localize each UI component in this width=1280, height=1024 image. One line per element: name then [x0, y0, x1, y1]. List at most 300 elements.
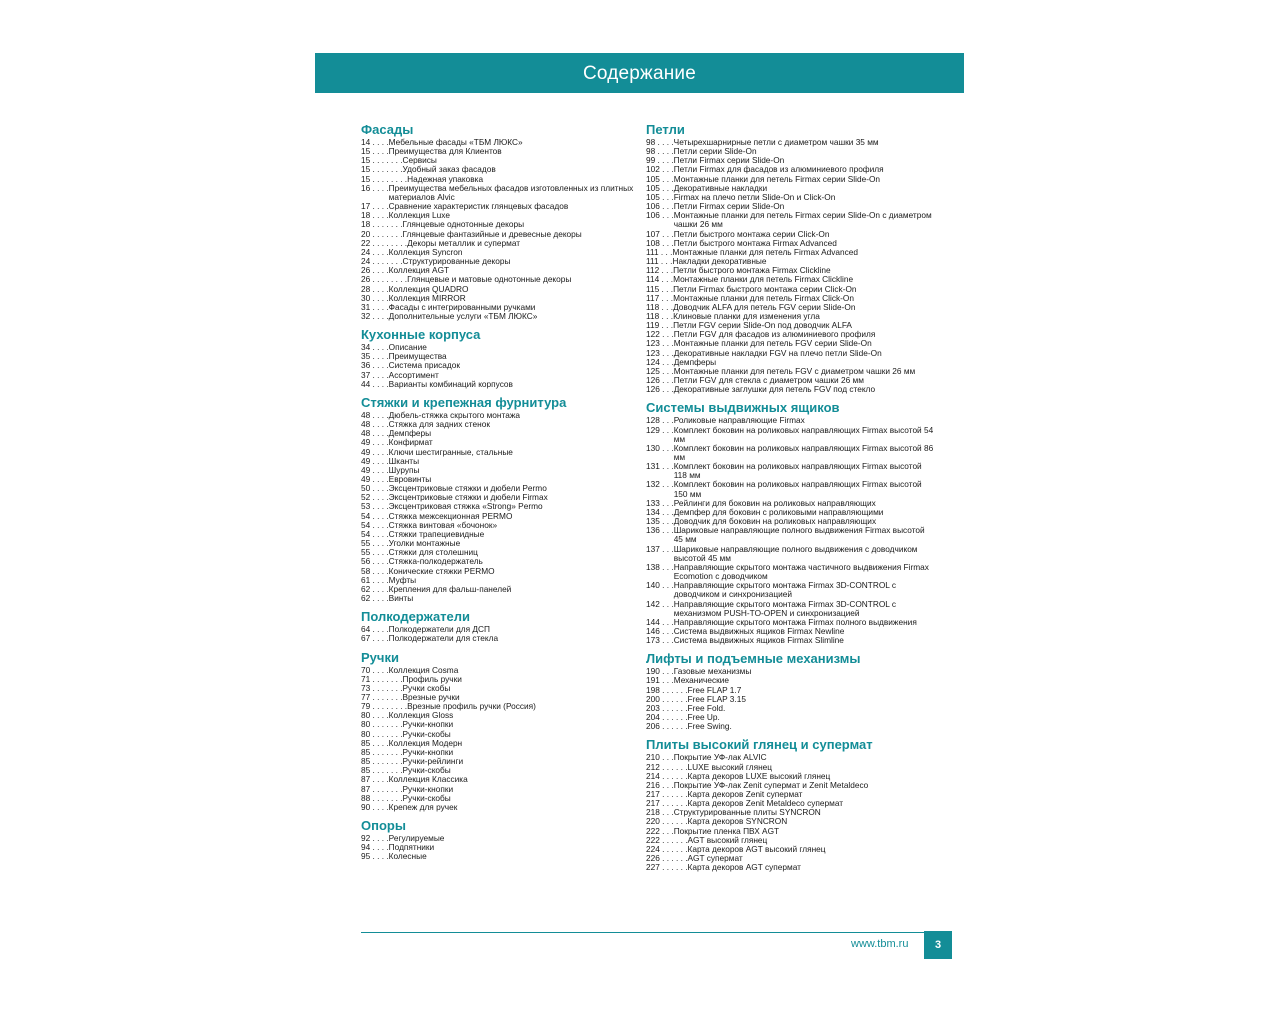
toc-entry-page: 105 . . . [646, 191, 674, 202]
toc-entry-label: Накладки декоративные [672, 256, 767, 267]
toc-entry-page: 204 . . . . . . [646, 712, 688, 723]
toc-entry-label: Декоративные заглушки для петель FGV под стекло [673, 384, 876, 395]
toc-entry-label: Карта декоров SYNCRON [687, 816, 788, 827]
toc-entry-label: Шариковые направляющие полного выдвижения Firmax высотой 45 мм [673, 525, 925, 545]
toc-entry[interactable] [646, 426, 936, 444]
toc-entry-label: Ручки-кнопки [402, 783, 454, 794]
toc-entry-label: Комплект боковин на роликовых направляющих Firmax высотой 150 мм [673, 479, 922, 499]
toc-entry-label: Врезные профиль ручки (Россия) [407, 701, 536, 712]
toc-entry[interactable] [646, 636, 936, 645]
toc-entry-label: Описание [388, 342, 427, 353]
toc-entry-label: Петли Firmax для фасадов из алюминиевого профиля [673, 164, 884, 175]
toc-entry-label: Ручки-скобы [402, 728, 451, 739]
toc-entry-page: 34 . . . . [361, 342, 389, 353]
toc-entry-page: 131 . . . [646, 461, 674, 472]
toc-entry-page: 24 . . . . [361, 246, 389, 257]
toc-entry-page: 206 . . . . . . [646, 721, 688, 732]
toc-section [646, 738, 936, 872]
toc-entry-page: 190 . . . [646, 666, 674, 677]
toc-entry-label: Полкодержатели для стекла [388, 633, 499, 644]
toc-entry-label: Система присадок [388, 360, 460, 371]
toc-entry-page: 118 . . . [646, 310, 674, 321]
toc-entry-label: Коллекция AGT [388, 265, 450, 276]
toc-entry-label: Петли быстрого монтажа Firmax Clickline [673, 265, 831, 276]
toc-entry-label: Система выдвижных ящиков Firmax Slimline [673, 635, 844, 646]
section-title: Системы выдвижных ящиков [646, 400, 840, 416]
toc-entry-page: 226 . . . . . . [646, 853, 688, 864]
toc-entry-page: 126 . . . [646, 375, 674, 386]
toc-entry-page: 138 . . . [646, 561, 674, 572]
toc-entry-page: 94 . . . . [361, 842, 389, 853]
toc-entry-label: Петли Firmax серии Slide-On [673, 155, 785, 166]
toc-entry-page: 54 . . . . [361, 528, 389, 539]
toc-entry-page: 85 . . . . . . . [361, 765, 403, 776]
toc-entry[interactable] [646, 385, 936, 394]
toc-entry-label: Петли быстрого монтажа Firmax Advanced [673, 237, 837, 248]
toc-entry-page: 128 . . . [646, 415, 674, 426]
toc-entry-label: LUXE высокий глянец [687, 761, 773, 772]
toc-section [361, 651, 651, 813]
toc-entry-page: 48 . . . . [361, 409, 389, 420]
toc-entry-label: Стяжка-полкодержатель [388, 556, 483, 567]
toc-entry-label: Карта декоров AGT супермат [687, 862, 801, 873]
toc-entry[interactable] [361, 852, 651, 861]
toc-entry-label: Стяжки трапециевидные [388, 528, 485, 539]
toc-entry-label: Надежная упаковка [407, 173, 484, 184]
toc-entry-label: Петли быстрого монтажа серии Click-On [673, 228, 830, 239]
toc-entry-label: Регулируемые [388, 833, 445, 843]
toc-section [361, 819, 651, 861]
toc-entry-label: Монтажные планки для петель Firmax серии Slide-On [673, 173, 881, 184]
toc-entry-label: Стяжка для задних стенок [388, 419, 490, 430]
toc-entry-label: Конические стяжки PERMO [388, 565, 495, 576]
toc-entry-label: Шурупы [388, 464, 420, 475]
toc-entry[interactable] [646, 211, 936, 229]
header-band [315, 53, 964, 93]
toc-entry-page: 90 . . . . [361, 801, 389, 812]
toc-entry-page: 15 . . . . [361, 146, 389, 157]
toc-entry-page: 132 . . . [646, 479, 674, 490]
toc-entry-page: 217 . . . . . . [646, 789, 688, 799]
toc-entry-label: Карта декоров AGT высокий глянец [687, 843, 826, 854]
toc-entry-label: Покрытие УФ-лак Zenit супермат и Zenit Metaldeco [673, 779, 869, 790]
toc-entry-label: Ручки-рейлинги [402, 756, 464, 767]
toc-entry-page: 64 . . . . [361, 624, 389, 635]
toc-entry[interactable] [361, 594, 651, 603]
toc-entry[interactable] [361, 634, 651, 643]
toc-entry-label: Покрытие УФ-лак ALVIC [673, 752, 767, 763]
toc-entry-label: Дополнительные услуги «ТБМ ЛЮКС» [388, 310, 538, 321]
toc-entry-page: 134 . . . [646, 506, 674, 517]
toc-entry-label: Free Up. [687, 712, 720, 723]
toc-entry-label: Ключи шестигранные, стальные [388, 446, 513, 457]
toc-entry-page: 48 . . . . [361, 428, 389, 439]
section-title: Полкодержатели [361, 609, 471, 625]
toc-entry-page: 198 . . . . . . [646, 684, 688, 695]
toc-entry-label: Глянцевые фантазийные и древесные декоры [402, 228, 582, 239]
toc-entry[interactable] [361, 312, 651, 321]
toc-entry-label: Эксцентриковая стяжка «Strong» Permo [388, 501, 543, 512]
toc-section [361, 328, 651, 389]
toc-entry-label: Сервисы [402, 155, 437, 166]
toc-entry-label: Ассортимент [388, 369, 439, 380]
toc-entry-label: Ручки-кнопки [402, 746, 454, 757]
page-number: 3 [924, 931, 952, 959]
toc-entry-label: Карта декоров Zenit супермат [687, 789, 803, 799]
toc-entry-page: 24 . . . . . . . [361, 256, 403, 267]
toc-entry-page: 124 . . . [646, 356, 674, 367]
toc-entry-label: Механические [673, 675, 729, 686]
toc-entry-page: 28 . . . . [361, 283, 389, 294]
toc-entry-page: 140 . . . [646, 580, 674, 591]
toc-entry-label: Муфты [388, 574, 417, 585]
toc-entry-page: 17 . . . . [361, 201, 389, 212]
toc-entry-label: Демпфер для боковин с роликовыми направляющими [673, 506, 884, 517]
toc-entry-page: 58 . . . . [361, 565, 389, 576]
toc-entry-page: 111 . . . [646, 246, 673, 257]
toc-entry[interactable] [361, 380, 651, 389]
toc-left-column [361, 123, 651, 868]
toc-entry-label: Карта декоров Zenit Metaldeco супермат [687, 798, 844, 809]
toc-entry-label: Петли серии Slide-On [673, 146, 757, 157]
toc-entry-page: 36 . . . . [361, 360, 389, 371]
toc-entry-page: 107 . . . [646, 228, 674, 239]
toc-entry-page: 136 . . . [646, 525, 674, 536]
toc-entry-page: 26 . . . . . . . . [361, 274, 408, 285]
toc-entry-label: Коллекция Luxe [388, 210, 451, 221]
toc-entry-label: Преимущества мебельных фасадов изготовленных из плитных материалов Alvic [388, 182, 634, 202]
toc-entry-label: Монтажные планки для петель Firmax серии Slide-On с диаметром чашки 26 мм [673, 210, 932, 230]
toc-entry-label: Удобный заказ фасадов [402, 164, 496, 175]
toc-entry-label: Варианты комбинаций корпусов [388, 378, 513, 389]
toc-entry-page: 122 . . . [646, 329, 674, 340]
toc-entry-label: Доводчик для боковин на роликовых направляющих [673, 516, 877, 527]
toc-entry-label: Декоративные накладки FGV на плечо петли Slide-On [673, 347, 882, 358]
toc-entry-page: 125 . . . [646, 365, 674, 376]
toc-entry-label: Монтажные планки для петель Firmax Clickline [673, 274, 854, 285]
toc-entry[interactable] [646, 563, 936, 581]
toc-entry-page: 115 . . . [646, 283, 674, 294]
toc-entry-page: 26 . . . . [361, 265, 389, 276]
toc-entry[interactable] [646, 462, 936, 480]
toc-entry-page: 49 . . . . [361, 464, 389, 475]
toc-entry-page: 20 . . . . . . . [361, 228, 403, 239]
toc-entry-label: Шариковые направляющие полного выдвижения с доводчиком высотой 45 мм [673, 543, 918, 563]
toc-entry-page: 15 . . . . . . . . [361, 173, 408, 184]
toc-entry[interactable] [646, 600, 936, 618]
section-title: Кухонные корпуса [361, 327, 481, 343]
toc-entry-page: 37 . . . . [361, 369, 389, 380]
toc-entry-page: 31 . . . . [361, 301, 389, 312]
section-title: Стяжки и крепежная фурнитура [361, 394, 567, 410]
toc-entry-label: Петли FGV серии Slide-On под доводчик ALFA [673, 320, 852, 331]
toc-entry-label: Колесные [388, 851, 427, 862]
toc-entry-label: Направляющие скрытого монтажа Firmax 3D-CONTROL с механизмом PUSH-TO-OPEN и синхронизацией [673, 598, 897, 618]
toc-entry-page: 142 . . . [646, 598, 674, 609]
toc-entry-page: 48 . . . . [361, 419, 389, 430]
toc-right-column [646, 123, 936, 879]
toc-entry-page: 56 . . . . [361, 556, 389, 567]
toc-entry-page: 54 . . . . [361, 519, 389, 530]
toc-entry-label: Шканты [388, 455, 420, 466]
toc-entry-label: Ручки-скобы [402, 792, 451, 803]
toc-entry-page: 49 . . . . [361, 437, 389, 448]
toc-entry-label: Free Swing. [687, 721, 732, 732]
toc-entry-label: Эксцентриковые стяжки и дюбели Firmax [388, 492, 548, 503]
toc-entry-page: 112 . . . [646, 265, 674, 276]
toc-entry-page: 70 . . . . [361, 664, 389, 675]
toc-entry-page: 35 . . . . [361, 351, 389, 362]
toc-entry-label: Комплект боковин на роликовых направляющих Firmax высотой 86 мм [673, 442, 934, 462]
toc-entry-page: 214 . . . . . . [646, 770, 688, 781]
toc-section [646, 123, 936, 394]
toc-entry-label: Стяжка винтовая «бочонок» [388, 519, 498, 530]
toc-entry-label: Клиновые планки для изменения угла [673, 310, 820, 321]
toc-entry-label: Комплект боковин на роликовых направляющих Firmax высотой 54 мм [673, 424, 934, 444]
toc-entry-page: 227 . . . . . . [646, 862, 688, 873]
toc-entry-page: 123 . . . [646, 338, 674, 349]
toc-entry-page: 30 . . . . [361, 292, 389, 303]
toc-entry-label: Монтажные планки для петель Firmax Advanced [672, 246, 859, 257]
toc-entry-page: 49 . . . . [361, 446, 389, 457]
toc-entry-page: 105 . . . [646, 173, 674, 184]
toc-entry-page: 146 . . . [646, 625, 674, 636]
toc-entry[interactable] [646, 526, 936, 544]
toc-entry-label: Направляющие скрытого монтажа частичного выдвижения Firmax Ecomotion с доводчиком [673, 561, 929, 582]
toc-entry-page: 173 . . . [646, 635, 674, 646]
toc-entry-page: 18 . . . . . . . [361, 219, 403, 230]
toc-entry-label: Ручки скобы [402, 682, 451, 693]
toc-entry-label: Коллекция Классика [388, 774, 468, 785]
toc-entry-page: 49 . . . . [361, 455, 389, 466]
toc-entry-page: 71 . . . . . . . [361, 673, 403, 684]
toc-entry-page: 108 . . . [646, 237, 674, 248]
toc-entry-label: Ручки-скобы [402, 765, 451, 776]
toc-entry-label: Уголки монтажные [388, 538, 461, 549]
section-title: Опоры [361, 818, 406, 833]
toc-entry-label: Стяжки для столешниц [388, 547, 478, 558]
toc-entry-page: 15 . . . . . . . [361, 164, 403, 175]
toc-entry-page: 105 . . . [646, 182, 674, 193]
toc-entry-page: 216 . . . [646, 779, 674, 790]
toc-entry-page: 79 . . . . . . . . [361, 701, 408, 712]
toc-entry-label: Монтажные планки для петель FGV с диаметром чашки 26 мм [673, 365, 916, 376]
toc-entry-page: 220 . . . . . . [646, 816, 688, 827]
toc-section [646, 401, 936, 645]
toc-entry-label: Роликовые направляющие Firmax [673, 415, 805, 426]
toc-entry-label: Профиль ручки [402, 673, 462, 684]
toc-entry-label: AGT супермат [687, 853, 743, 864]
toc-entry-label: Коллекция QUADRO [388, 283, 469, 294]
toc-entry[interactable] [361, 803, 651, 812]
toc-entry-page: 22 . . . . . . . . [361, 237, 408, 248]
toc-entry-label: Система выдвижных ящиков Firmax Newline [673, 625, 845, 636]
toc-entry-page: 80 . . . . . . . [361, 719, 403, 730]
toc-entry[interactable] [646, 863, 936, 872]
toc-entry-page: 53 . . . . [361, 501, 389, 512]
toc-entry-page: 85 . . . . . . . [361, 756, 403, 767]
toc-entry-label: Free Fold. [687, 702, 726, 713]
toc-entry-page: 52 . . . . [361, 492, 389, 503]
section-title: Фасады [361, 122, 414, 137]
toc-entry-page: 222 . . . [646, 825, 674, 836]
toc-entry-label: Рейлинги для боковин на роликовых направляющих [673, 497, 876, 508]
footer-divider [361, 932, 936, 933]
toc-entry[interactable] [646, 545, 936, 563]
toc-entry-page: 191 . . . [646, 675, 674, 686]
toc-entry-page: 80 . . . . [361, 710, 389, 721]
toc-entry-label: Конфирмат [388, 437, 433, 448]
toc-entry-label: Стяжка межсекционная PERMO [388, 510, 513, 521]
toc-entry[interactable] [361, 184, 651, 202]
toc-entry-page: 87 . . . . . . . [361, 783, 403, 794]
toc-entry-page: 126 . . . [646, 384, 674, 395]
toc-entry-label: Покрытие пленка ПВХ AGT [673, 825, 780, 836]
toc-entry-page: 92 . . . . [361, 833, 389, 843]
toc-entry-page: 15 . . . . . . . [361, 155, 403, 166]
toc-entry-page: 98 . . . . [646, 137, 674, 147]
toc-entry-page: 62 . . . . [361, 593, 389, 604]
toc-entry[interactable] [646, 480, 936, 498]
toc-entry-page: 95 . . . . [361, 851, 389, 862]
toc-entry-page: 98 . . . . [646, 146, 674, 157]
toc-entry-label: Free FLAP 1.7 [687, 684, 742, 695]
toc-entry-label: Демпферы [388, 428, 432, 439]
toc-entry-label: Крепеж для ручек [388, 801, 458, 812]
toc-entry[interactable] [646, 444, 936, 462]
document-page [315, 53, 964, 973]
toc-entry-label: Free FLAP 3.15 [687, 693, 746, 704]
toc-entry-page: 130 . . . [646, 442, 674, 453]
toc-entry-label: Коллекция Syncron [388, 246, 463, 257]
section-title: Петли [646, 122, 685, 137]
toc-entry-page: 123 . . . [646, 347, 674, 358]
toc-entry-label: Структурированные плиты SYNCRON [673, 807, 821, 818]
toc-entry-page: 73 . . . . . . . [361, 682, 403, 693]
toc-entry-label: Петли Firmax серии Slide-On [673, 201, 785, 212]
toc-entry-page: 203 . . . . . . [646, 702, 688, 713]
toc-entry-page: 222 . . . . . . [646, 834, 688, 845]
toc-entry-page: 67 . . . . [361, 633, 389, 644]
toc-entry-page: 106 . . . [646, 201, 674, 212]
toc-entry-label: Направляющие скрытого монтажа Firmax полного выдвижения [673, 616, 917, 627]
toc-entry-page: 16 . . . . [361, 182, 389, 193]
toc-entry-label: Коллекция Cosma [388, 664, 459, 675]
toc-entry-label: AGT высокий глянец [687, 834, 768, 845]
toc-section [361, 610, 651, 643]
toc-entry-label: Глянцевые и матовые однотонные декоры [407, 274, 572, 285]
toc-entry-page: 77 . . . . . . . [361, 691, 403, 702]
toc-entry-page: 102 . . . [646, 164, 674, 175]
toc-entry-label: Коллекция Модерн [388, 737, 463, 748]
toc-section [361, 123, 651, 321]
toc-entry-page: 54 . . . . [361, 510, 389, 521]
toc-entry-page: 61 . . . . [361, 574, 389, 585]
toc-entry-page: 85 . . . . [361, 737, 389, 748]
toc-entry-page: 137 . . . [646, 543, 674, 554]
section-title: Ручки [361, 649, 399, 665]
toc-entry-label: Направляющие скрытого монтажа Firmax 3D-CONTROL с доводчиком и синхронизацией [673, 580, 897, 600]
toc-entry-label: Доводчик ALFA для петель FGV серии Slide-On [673, 301, 856, 312]
toc-entry-page: 106 . . . [646, 210, 674, 221]
toc-entry-page: 218 . . . [646, 807, 674, 818]
toc-entry-label: Евровинты [388, 474, 432, 484]
toc-entry-label: Врезные ручки [402, 691, 460, 702]
toc-entry-page: 55 . . . . [361, 547, 389, 558]
toc-entry-page: 18 . . . . [361, 210, 389, 221]
toc-entry-label: Фасады с интегрированными ручками [388, 301, 536, 312]
toc-entry-page: 117 . . . [646, 292, 674, 303]
toc-entry-label: Эксцентриковые стяжки и дюбели Permo [388, 483, 547, 494]
toc-entry-label: Крепления для фальш-панелей [388, 583, 512, 594]
toc-entry-page: 44 . . . . [361, 378, 389, 389]
toc-entry-label: Демпферы [673, 356, 717, 367]
toc-entry[interactable] [646, 581, 936, 599]
toc-entry-label: Firmax на плечо петли Slide-On и Click-On [673, 191, 836, 202]
toc-entry-label: Газовые механизмы [673, 666, 752, 677]
toc-entry-label: Карта декоров LUXE высокий глянец [687, 770, 831, 781]
website-link[interactable]: www.tbm.ru [851, 938, 909, 950]
toc-entry-page: 212 . . . . . . [646, 761, 688, 772]
toc-entry-label: Монтажные планки для петель Firmax Click-On [673, 292, 854, 303]
toc-entry-label: Монтажные планки для петель FGV серии Slide-On [673, 338, 872, 349]
toc-entry[interactable] [646, 722, 936, 731]
section-title: Лифты и подъемные механизмы [646, 651, 861, 667]
toc-entry-page: 88 . . . . . . . [361, 792, 403, 803]
toc-entry-label: Подпятники [388, 842, 435, 853]
toc-entry-page: 119 . . . [646, 320, 674, 331]
toc-entry-page: 99 . . . . [646, 155, 674, 166]
toc-section [646, 652, 936, 731]
toc-entry-page: 135 . . . [646, 516, 674, 527]
toc-entry-page: 14 . . . . [361, 137, 389, 147]
toc-entry-page: 85 . . . . . . . [361, 746, 403, 757]
toc-section [361, 396, 651, 603]
section-title: Плиты высокий глянец и супермат [646, 737, 873, 753]
toc-entry-page: 49 . . . . [361, 474, 389, 484]
toc-entry-page: 50 . . . . [361, 483, 389, 494]
toc-entry-page: 118 . . . [646, 301, 674, 312]
toc-entry-label: Декоративные накладки [673, 182, 768, 193]
toc-entry-label: Ручки-кнопки [402, 719, 454, 730]
toc-entry-label: Петли Firmax быстрого монтажа серии Click-On [673, 283, 857, 294]
toc-entry-label: Петли FGV для фасадов из алюминиевого профиля [673, 329, 876, 340]
toc-entry-page: 210 . . . [646, 752, 674, 763]
page-title: Содержание [582, 63, 697, 84]
toc-entry-page: 87 . . . . [361, 774, 389, 785]
toc-entry-page: 129 . . . [646, 424, 674, 435]
toc-entry-label: Коллекция MIRROR [388, 292, 466, 303]
toc-entry-page: 80 . . . . . . . [361, 728, 403, 739]
toc-entry-page: 55 . . . . [361, 538, 389, 549]
toc-entry-page: 111 . . . [646, 256, 673, 267]
toc-entry-label: Коллекция Gloss [388, 710, 454, 721]
toc-entry-page: 224 . . . . . . [646, 843, 688, 854]
toc-entry-label: Мебельные фасады «ТБМ ЛЮКС» [388, 137, 523, 147]
toc-entry-page: 114 . . . [646, 274, 674, 285]
toc-entry-label: Дюбель-стяжка скрытого монтажа [388, 409, 520, 420]
toc-entry-label: Декоры металлик и супермат [407, 237, 521, 248]
toc-entry-label: Полкодержатели для ДСП [388, 624, 490, 635]
toc-entry-label: Сравнение характеристик глянцевых фасадов [388, 201, 569, 212]
toc-entry-page: 62 . . . . [361, 583, 389, 594]
toc-entry-page: 32 . . . . [361, 310, 389, 321]
toc-entry-label: Комплект боковин на роликовых направляющих Firmax высотой 118 мм [673, 461, 922, 481]
toc-entry-label: Петли FGV для стекла с диаметром чашки 26 мм [673, 375, 864, 386]
toc-entry-label: Винты [388, 593, 414, 604]
toc-entry-label: Структурированные декоры [402, 256, 511, 267]
toc-entry-page: 200 . . . . . . [646, 693, 688, 704]
